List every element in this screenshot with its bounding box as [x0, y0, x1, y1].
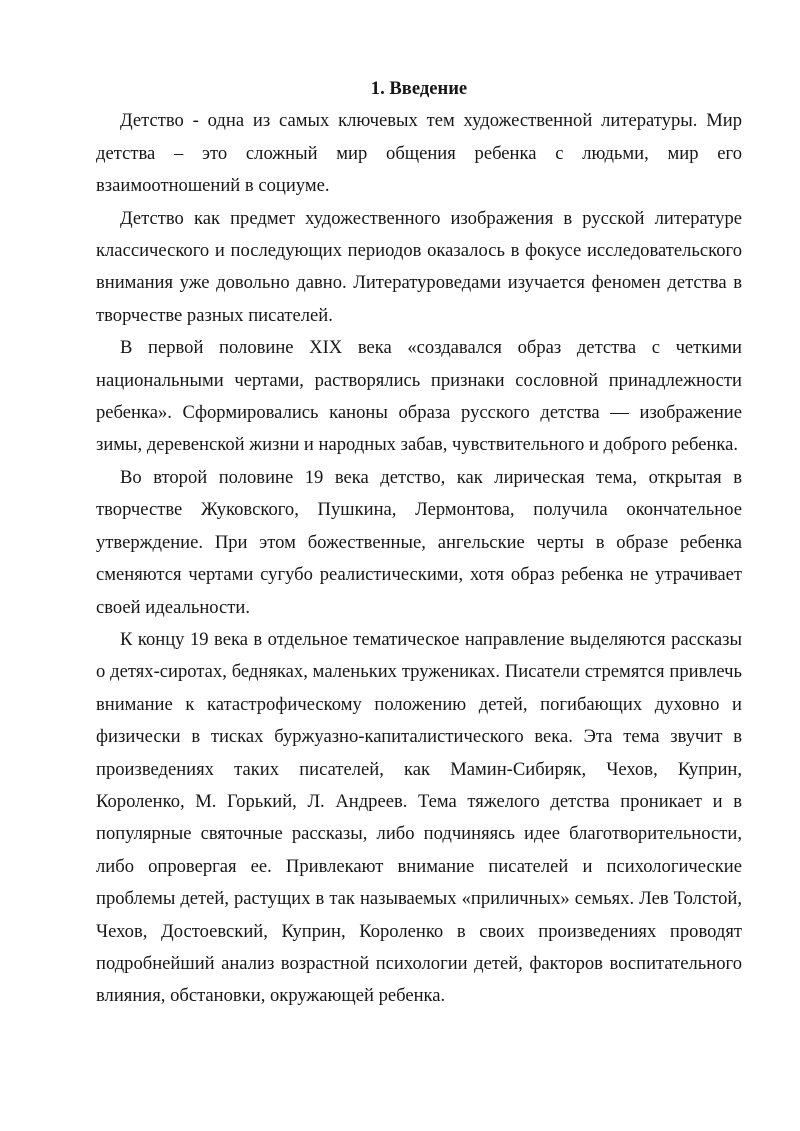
- paragraph: К концу 19 века в отдельное тематическое направление выделяются рассказы о детях-сиротах, бедняках, маленьких тружениках. Писатели стремятся привлечь внимание к катастрофическому положению детей, погибающих духовно и физически в тисках буржуазно-капиталистического века. Эта тема звучит в произведениях таких писателей, как Мамин-Сибиряк, Чехов, Куприн, Короленко, М. Горький, Л. Андреев. Тема тяжелого детства проникает и в популярные святочные рассказы, либо подчиняясь идее благотворительности, либо опровергая ее. Привлекают внимание писателей и психологические проблемы детей, растущих в так называемых «приличных» семьях. Лев Толстой, Чехов, Достоевский, Куприн, Короленко в своих произведениях проводят подробнейший анализ возрастной психологии детей, факторов воспитательного влияния, обстановки, окружающей ребенка.: [96, 628, 742, 1007]
- paragraph: В первой половине XIX века «создавался образ детства с четкими национальными чертами, растворялись признаки сословной принадлежности ребенка». Сформировались каноны образа русского детства — изображение зимы, деревенской жизни и народных забав, чувствительного и доброго ребенка.: [96, 337, 742, 456]
- document-body: [96, 73, 742, 1013]
- paragraph: Детство как предмет художественного изображения в русской литературе классического и последующих периодов оказалось в фокусе исследовательского внимания уже довольно давно. Литературоведами изучается феномен детства в творчестве разных писателей.: [96, 207, 742, 326]
- section-heading: 1. Введение: [370, 78, 468, 99]
- paragraph: Во второй половине 19 века детство, как лирическая тема, открытая в творчестве Жуковского, Пушкина, Лермонтова, получила окончательное утверждение. При этом божественные, ангельские черты в образе ребенка сменяются чертами сугубо реалистическими, хотя образ ребенка не утрачивает своей идеальности.: [96, 466, 742, 618]
- paragraph: Детство - одна из самых ключевых тем художественной литературы. Мир детства – это сложный мир общения ребенка с людьми, мир его взаимоотношений в социуме.: [96, 110, 742, 197]
